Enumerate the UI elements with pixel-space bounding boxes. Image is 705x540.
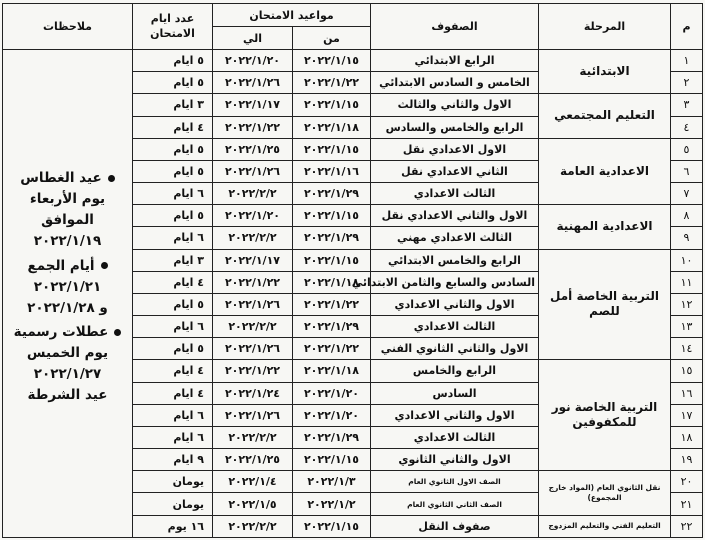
- grade-cell: الرابع والخامس الابتدائي: [371, 249, 539, 271]
- date-to: ٢٠٢٢/١/٥: [213, 493, 293, 515]
- notes-content: [3, 50, 132, 406]
- note-holiday-date: ٢٠٢٢/١/٢٧: [33, 366, 102, 383]
- row-number: ١٩: [671, 449, 703, 471]
- row-number: ٣: [671, 94, 703, 116]
- date-to: ٢٠٢٢/١/١٧: [213, 249, 293, 271]
- header-stage: المرحلة: [539, 4, 671, 50]
- date-from: ٢٠٢٢/١/٢: [293, 493, 371, 515]
- stage-cell: التعليم الفني والتعليم المزدوج: [539, 515, 671, 537]
- note-friday-date-2: و ٢٠٢٢/١/٢٨: [27, 299, 108, 316]
- bullet-icon: [108, 175, 115, 182]
- date-from: ٢٠٢٢/١/١٨: [293, 360, 371, 382]
- grade-cell: الاول والثاني الثانوي: [371, 449, 539, 471]
- grade-cell: الرابع والخامس: [371, 360, 539, 382]
- header-to: الي: [213, 27, 293, 50]
- date-to: ٢٠٢٢/١/١٧: [213, 94, 293, 116]
- date-to: ٢٠٢٢/١/٢٦: [213, 160, 293, 182]
- grade-cell: الاول والثاني الثانوي الفني: [371, 338, 539, 360]
- header-exam-dates: مواعيد الامتحان: [213, 4, 371, 27]
- note-epiphany: عيد الغطاس يوم الأربعاء الموافق ٢٠٢٢/١/١٩: [9, 168, 126, 252]
- date-from: ٢٠٢٢/١/١٥: [293, 94, 371, 116]
- days-count: ٤ ايام: [133, 116, 213, 138]
- days-count: ٦ ايام: [133, 316, 213, 338]
- stage-cell: التربية الخاصة نور للمكفوفين: [539, 360, 671, 471]
- header-num: م: [671, 4, 703, 50]
- row-number: ١: [671, 50, 703, 72]
- days-count: ١٦ يوم: [133, 515, 213, 537]
- date-from: ٢٠٢٢/١/١٦: [293, 160, 371, 182]
- date-from: ٢٠٢٢/١/١٨: [293, 116, 371, 138]
- note-holiday-day: يوم الخميس: [26, 345, 109, 362]
- date-from: ٢٠٢٢/١/١٥: [293, 249, 371, 271]
- grade-cell: الثاني الاعدادي نقل: [371, 160, 539, 182]
- exam-schedule-table: [2, 3, 703, 538]
- date-to: ٢٠٢٢/١/٢٦: [213, 72, 293, 94]
- stage-cell: الابتدائية: [539, 50, 671, 94]
- days-count: ٦ ايام: [133, 183, 213, 205]
- row-number: ١٦: [671, 382, 703, 404]
- date-to: ٢٠٢٢/١/٢٦: [213, 404, 293, 426]
- row-number: ٧: [671, 183, 703, 205]
- date-to: ٢٠٢٢/١/٢٢: [213, 360, 293, 382]
- table-row: [3, 50, 703, 72]
- note-police-day: عيد الشرطة: [27, 387, 108, 404]
- days-count: ٥ ايام: [133, 138, 213, 160]
- grade-cell: الثالث الاعدادي مهني: [371, 227, 539, 249]
- row-number: ٢٠: [671, 471, 703, 493]
- grade-cell: الرابع والخامس والسادس: [371, 116, 539, 138]
- days-count: ٥ ايام: [133, 72, 213, 94]
- date-from: ٢٠٢٢/١/٢٢: [293, 293, 371, 315]
- header-grades: الصفوف: [371, 4, 539, 50]
- row-number: ١٨: [671, 426, 703, 448]
- grade-cell: الثالث الاعدادي: [371, 316, 539, 338]
- date-to: ٢٠٢٢/١/٢٥: [213, 449, 293, 471]
- header-from: من: [293, 27, 371, 50]
- date-to: ٢٠٢٢/٢/٢: [213, 316, 293, 338]
- grade-cell: الصف الثاني الثانوي العام: [371, 493, 539, 515]
- row-number: ٢١: [671, 493, 703, 515]
- stage-cell: نقل الثانوي العام (المواد خارج المجموع): [539, 471, 671, 515]
- date-from: ٢٠٢٢/١/٢٢: [293, 72, 371, 94]
- row-number: ١٧: [671, 404, 703, 426]
- days-count: ٤ ايام: [133, 271, 213, 293]
- days-count: يومان: [133, 471, 213, 493]
- date-to: ٢٠٢٢/١/٢٥: [213, 138, 293, 160]
- row-number: ٥: [671, 138, 703, 160]
- note-holidays: عطلات رسمية: [9, 322, 126, 343]
- date-from: ٢٠٢٢/١/٢٠: [293, 404, 371, 426]
- row-number: ١٢: [671, 293, 703, 315]
- days-count: ٤ ايام: [133, 360, 213, 382]
- date-from: ٢٠٢٢/١/١٥: [293, 50, 371, 72]
- date-from: ٢٠٢٢/١/١٨: [293, 271, 371, 293]
- grade-cell: الخامس و السادس الابتدائي: [371, 72, 539, 94]
- note-friday-date-1: ٢٠٢٢/١/٢١: [33, 278, 102, 295]
- header-days: عدد ايام الامتحان: [133, 4, 213, 50]
- grade-cell: الاول والثاني والثالث: [371, 94, 539, 116]
- date-from: ٢٠٢٢/١/١٥: [293, 449, 371, 471]
- grade-cell: السادس: [371, 382, 539, 404]
- row-number: ٩: [671, 227, 703, 249]
- date-from: ٢٠٢٢/١/١٥: [293, 205, 371, 227]
- days-count: ٥ ايام: [133, 338, 213, 360]
- grade-cell: الصف الاول الثانوي العام: [371, 471, 539, 493]
- days-count: ٩ ايام: [133, 449, 213, 471]
- row-number: ١٠: [671, 249, 703, 271]
- days-count: ٤ ايام: [133, 382, 213, 404]
- days-count: ٥ ايام: [133, 50, 213, 72]
- grade-cell: الثالث الاعدادي: [371, 183, 539, 205]
- stage-cell: التربية الخاصة أمل للصم: [539, 249, 671, 360]
- date-to: ٢٠٢٢/١/٢٠: [213, 50, 293, 72]
- days-count: ٥ ايام: [133, 205, 213, 227]
- days-count: ٣ ايام: [133, 94, 213, 116]
- date-from: ٢٠٢٢/١/٢٩: [293, 316, 371, 338]
- grade-cell: الاول والثاني الاعدادي: [371, 293, 539, 315]
- grade-cell: صفوف النقل: [371, 515, 539, 537]
- date-to: ٢٠٢٢/٢/٢: [213, 515, 293, 537]
- row-number: ٤: [671, 116, 703, 138]
- date-to: ٢٠٢٢/٢/٢: [213, 227, 293, 249]
- row-number: ١١: [671, 271, 703, 293]
- bullet-icon: [114, 329, 121, 336]
- date-to: ٢٠٢٢/١/٤: [213, 471, 293, 493]
- date-from: ٢٠٢٢/١/١٥: [293, 138, 371, 160]
- date-from: ٢٠٢٢/١/٢٠: [293, 382, 371, 404]
- row-number: ١٣: [671, 316, 703, 338]
- date-to: ٢٠٢٢/١/٢٦: [213, 293, 293, 315]
- date-to: ٢٠٢٢/١/٢٠: [213, 205, 293, 227]
- date-to: ٢٠٢٢/٢/٢: [213, 426, 293, 448]
- days-count: ٥ ايام: [133, 293, 213, 315]
- days-count: ٦ ايام: [133, 426, 213, 448]
- days-count: ٥ ايام: [133, 160, 213, 182]
- grade-cell: الاول والثاني الاعدادي: [371, 404, 539, 426]
- notes-cell: [3, 50, 133, 538]
- days-count: ٦ ايام: [133, 404, 213, 426]
- date-from: ٢٠٢٢/١/٢٩: [293, 183, 371, 205]
- grade-cell: الرابع الابتدائي: [371, 50, 539, 72]
- grade-cell: الثالث الاعدادي: [371, 426, 539, 448]
- date-from: ٢٠٢٢/١/٢٩: [293, 426, 371, 448]
- bullet-icon: [101, 262, 108, 269]
- date-to: ٢٠٢٢/١/٢٢: [213, 116, 293, 138]
- row-number: ٨: [671, 205, 703, 227]
- grade-cell: الاول والثاني الاعدادي نقل: [371, 205, 539, 227]
- date-to: ٢٠٢٢/١/٢٦: [213, 338, 293, 360]
- date-from: ٢٠٢٢/١/١٥: [293, 515, 371, 537]
- stage-cell: الاعدادية العامة: [539, 138, 671, 205]
- grade-cell: السادس والسابع والثامن الابتدائي: [371, 271, 539, 293]
- grade-cell: الاول الاعدادي نقل: [371, 138, 539, 160]
- date-to: ٢٠٢٢/١/٢٢: [213, 271, 293, 293]
- date-from: ٢٠٢٢/١/٣: [293, 471, 371, 493]
- date-to: ٢٠٢٢/١/٢٤: [213, 382, 293, 404]
- date-from: ٢٠٢٢/١/٢٩: [293, 227, 371, 249]
- date-to: ٢٠٢٢/٢/٢: [213, 183, 293, 205]
- days-count: ٣ ايام: [133, 249, 213, 271]
- date-from: ٢٠٢٢/١/٢٢: [293, 338, 371, 360]
- days-count: ٦ ايام: [133, 227, 213, 249]
- row-number: ١٤: [671, 338, 703, 360]
- row-number: ٢٢: [671, 515, 703, 537]
- row-number: ٢: [671, 72, 703, 94]
- row-number: ٦: [671, 160, 703, 182]
- note-fridays: أيام الجمع: [9, 256, 126, 277]
- header-notes: ملاحظات: [3, 4, 133, 50]
- days-count: يومان: [133, 493, 213, 515]
- stage-cell: الاعدادية المهنية: [539, 205, 671, 249]
- stage-cell: التعليم المجتمعي: [539, 94, 671, 138]
- row-number: ١٥: [671, 360, 703, 382]
